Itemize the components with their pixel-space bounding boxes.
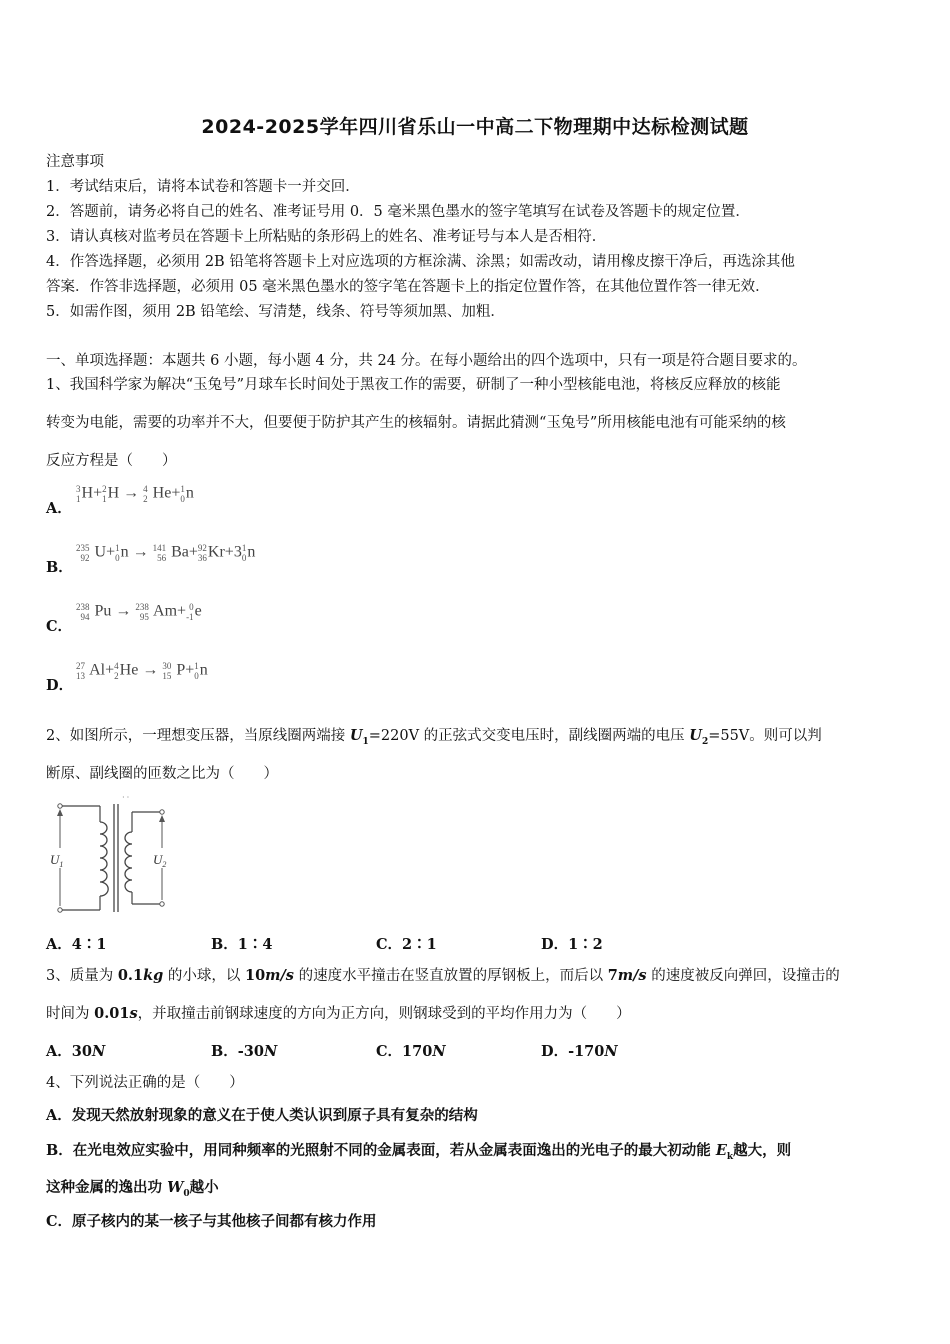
mass-number: 92 (197, 543, 207, 553)
mass-number: 141 (152, 543, 167, 553)
element-symbol: H (81, 484, 94, 502)
atomic-number: -1 (186, 612, 194, 622)
formula-operator: + (171, 484, 181, 502)
element-symbol: Pu (90, 602, 112, 620)
mass-number: 2 (102, 484, 107, 494)
formula-operator: + (106, 543, 116, 561)
mass-number: 1 (241, 543, 247, 553)
transformer-diagram (44, 792, 174, 918)
q4-option-a[interactable]: A．发现天然放射现象的意义在于使人类认识到原子具有复杂的结构 (46, 1107, 478, 1124)
nuclide (76, 661, 105, 681)
formula-operator: → (119, 484, 144, 502)
nuclide (76, 543, 106, 563)
element-symbol: Am (149, 602, 178, 620)
page-title: 2024-2025学年四川省乐山一中高二下物理期中达标检测试题 (201, 116, 749, 138)
q1-option-letter-c: C． (46, 618, 73, 635)
element-symbol: Ba (167, 543, 189, 561)
q4-option-b[interactable]: B．在光电效应实验中，用同种频率的光照射不同的金属表面，若从金属表面逸出的光电子的最大初动能 $E_k$越大，则 (46, 1142, 792, 1162)
notice-item: 4．作答选择题，必须用 2B 铅笔将答题卡上对应选项的方框涂满、涂黑；如需改动，请用橡皮擦干净后，再选涂其他 (46, 254, 795, 270)
notice-item: 答案．作答非选择题，必须用 05 毫米黑色墨水的签字笔在答题卡上的指定位置作答，在其他位置作答一律无效． (46, 279, 770, 295)
nuclide (135, 602, 177, 622)
element-symbol: He (148, 484, 172, 502)
q1-option-b-formula[interactable] (76, 543, 255, 563)
formula-operator: + (177, 602, 187, 620)
mass-number: 27 (76, 661, 85, 671)
q1-stem-line: 转变为电能，需要的功率并不大，但要便于防护其产生的核辐射。请据此猜测“玉兔号”所用核能电池有可能采纳的核 (46, 415, 786, 431)
mass-number: 30 (162, 661, 172, 671)
mass-number: 1 (194, 661, 199, 671)
atomic-number: 94 (80, 612, 90, 622)
atomic-number: 0 (194, 671, 199, 681)
q1-option-letter-a: A． (46, 500, 72, 517)
atomic-number: 95 (139, 612, 149, 622)
atomic-number: 1 (76, 494, 81, 504)
element-symbol: P (172, 661, 186, 679)
q4-option-c[interactable]: C．原子核内的某一核子与其他核子间都有核力作用 (46, 1213, 377, 1230)
fig-u1-label: $U_1$ (50, 852, 64, 869)
notice-item: 1．考试结束后，请将本试卷和答题卡一并交回． (46, 179, 360, 195)
atomic-number: 0 (180, 494, 185, 504)
mass-number: 238 (76, 602, 90, 612)
nuclide (115, 543, 129, 563)
mass-number: 4 (114, 661, 119, 671)
q2-option-d[interactable]: D．1∶2 (541, 936, 603, 953)
q2-option-c[interactable]: C．2∶1 (376, 936, 437, 953)
mass-number: 235 (76, 543, 90, 553)
q2-text: 2、如图所示，一理想变压器，当原线圈两端接 (46, 728, 350, 744)
element-symbol: n (247, 543, 256, 561)
q1-option-letter-d: D． (46, 677, 74, 694)
u2-sub: 2 (701, 736, 709, 747)
fig-u2-label: $U_2$ (153, 852, 167, 869)
mass-number: 1 (180, 484, 185, 494)
formula-operator: + (105, 661, 115, 679)
q2-text: =220V 的正弦式交变电压时，副线圈两端的电压 (368, 728, 690, 744)
atomic-number: 92 (80, 553, 90, 563)
q1-option-letter-b: B． (46, 559, 73, 576)
mass-number: 1 (115, 543, 120, 553)
element-symbol: Kr (207, 543, 225, 561)
diagram-top-dots: · · (122, 793, 130, 802)
element-symbol: n (120, 543, 129, 561)
formula-operator: → (111, 602, 136, 620)
mass-number: 4 (143, 484, 148, 494)
atomic-number: 13 (76, 671, 85, 681)
q2-stem-line: 断原、副线圈的匝数之比为（ ） (46, 766, 278, 782)
q1-option-a-formula[interactable] (76, 484, 194, 504)
formula-operator: +3 (224, 543, 242, 561)
q1-stem-line: 1、我国科学家为解决“玉兔号”月球车长时间处于黑夜工作的需要，研制了一种小型核能电池，将核反应释放的核能 (46, 377, 781, 393)
q3-option-b[interactable]: B．-30N (211, 1043, 278, 1060)
atomic-number: 36 (197, 553, 207, 563)
element-symbol: n (199, 661, 208, 679)
nuclide (162, 661, 185, 681)
u1-symbol: U (349, 727, 363, 744)
u2-symbol: U (689, 727, 702, 744)
nuclide (153, 543, 189, 563)
formula-operator: → (138, 661, 163, 679)
q3-stem-line: 时间为 0.01s，并取撞击前钢球速度的方向为正方向，则钢球受到的平均作用力为（ ） (46, 1005, 631, 1022)
notice-heading: 注意事项 (46, 154, 104, 170)
notice-item: 2．答题前，请务必将自己的姓名、准考证号用 0．5 毫米黑色墨水的签字笔填写在试卷及答题卡的规定位置． (46, 204, 750, 220)
nuclide (114, 661, 138, 681)
element-symbol: He (119, 661, 139, 679)
notice-item: 3．请认真核对监考员在答题卡上所粘贴的条形码上的姓名、准考证号与本人是否相符． (46, 229, 607, 245)
nuclide (180, 484, 194, 504)
atomic-number: 0 (115, 553, 120, 563)
q3-option-c[interactable]: C．170N (376, 1043, 446, 1060)
atomic-number: 15 (162, 671, 172, 681)
q3-option-d[interactable]: D．-170N (541, 1043, 618, 1060)
nuclide (102, 484, 119, 504)
formula-operator: → (128, 543, 153, 561)
section-heading: 一、单项选择题：本题共 6 小题，每小题 4 分，共 24 分。在每小题给出的四个选项中，只有一项是符合题目要求的。 (46, 353, 807, 369)
nuclide (186, 602, 202, 622)
atomic-number: 1 (102, 494, 107, 504)
nuclide (198, 543, 225, 563)
nuclide (143, 484, 171, 504)
q1-stem-line: 反应方程是（ ） (46, 453, 177, 469)
q3-stem-line: 3、质量为 0.1kg 的小球，以 10m/s 的速度水平撞击在竖直放置的厚钢板上，而后以 7m/s 的速度被反向弹回，设撞击的 (46, 967, 840, 984)
element-symbol: e (194, 602, 202, 620)
formula-operator: + (188, 543, 198, 561)
q2-text: =55V。则可以判 (708, 728, 822, 744)
atomic-number: 2 (143, 494, 148, 504)
u1-sub: 1 (362, 736, 369, 747)
nuclide (194, 661, 208, 681)
element-symbol: H (107, 484, 120, 502)
formula-operator: + (93, 484, 103, 502)
q1-option-d-formula[interactable] (76, 661, 208, 681)
mass-number: 238 (135, 602, 149, 612)
mass-number: 3 (76, 484, 81, 494)
formula-operator: + (185, 661, 195, 679)
q4-option-b-cont: 这种金属的逸出功 $W_0$越小 (46, 1179, 219, 1199)
atomic-number: 0 (241, 553, 247, 563)
element-symbol: Al (86, 661, 106, 679)
q4-stem: 4、下列说法正确的是（ ） (46, 1075, 244, 1091)
nuclide (76, 484, 93, 504)
q1-option-c-formula[interactable] (76, 602, 202, 622)
nuclide (242, 543, 256, 563)
notice-item: 5．如需作图，须用 2B 铅笔绘、写清楚，线条、符号等须加黑、加粗． (46, 304, 505, 320)
mass-number: 0 (189, 602, 194, 612)
atomic-number: 56 (157, 553, 167, 563)
element-symbol: n (185, 484, 194, 502)
q3-option-a[interactable]: A．30N (46, 1043, 106, 1060)
atomic-number: 2 (114, 671, 119, 681)
q2-option-b[interactable]: B．1∶4 (211, 936, 273, 953)
nuclide (76, 602, 111, 622)
element-symbol: U (90, 543, 107, 561)
q2-stem-line (46, 726, 908, 752)
q2-option-a[interactable]: A．4∶1 (46, 936, 107, 953)
